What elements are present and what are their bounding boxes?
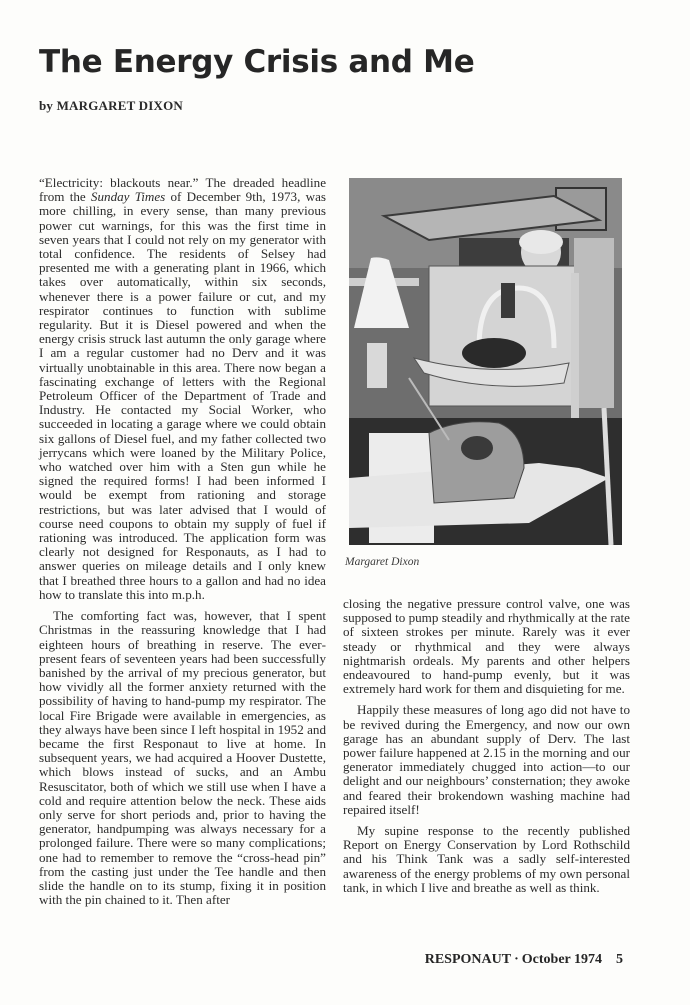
paragraph: “Electricity: blackouts near.” The dreaded headline from the Sunday Times of December 9th, 1973, was more chilling, in every sense, than many previous power cut warnings, for this was the first time in seven years that I could not rely on my generator with total confidence. The residents of Selsey had presented me with a generating plant in 1966, which takes over automatically, within six seconds, whenever there is a power failure or cut, and my respirator continues to function with sublime regularity. But it is Diesel powered and when the energy crisis struck last autumn the only garage where I am a regular customer had no Derv and it was virtually unobtainable in this area. There now began a fascinating exchange of letters with the Regional Petroleum Officer of the Department of Trade and Industry. He contacted my Social Worker, who succeeded in locating a garage where we could obtain six gallons of Diesel fuel, and my father collected two jerrycans which were loaned by the Military Police, who watched over him with a Sten gun while he signed the required forms! I had been informed I would be exempt from rationing and storage restrictions, but was later advised that I would of course need coupons to obtain my supply of fuel if rationing was introduced. The application form was clearly not designed for Responauts, as I had to answer queries on mileage details and I only knew that I breathed three hours to a gallon and had no idea how to translate this into m.p.h. <box>39 175 326 602</box>
article-title: The Energy Crisis and Me <box>39 44 475 80</box>
right-column <box>343 597 630 895</box>
paragraph: closing the negative pressure control valve, one was supposed to pump steadily and rhythmically at the rate of sixteen strokes per minute. Rarely was it ever steady or rhythmical and they were always nightmarish ordeals. My parents and other helpers endeavoured to hand-pump evenly, but it was extremely hard work for them and disquieting for me. <box>343 596 630 697</box>
paragraph: The comforting fact was, however, that I spent Christmas in the reassuring knowledge that I had eighteen hours of breathing in reserve. The everpresent fears of seventeen years had been successfully banished by the arrival of my precious generator, but how vividly all the former anxiety returned with the possibility of having to hand-pump my respirator. The local Fire Brigade were available in emergencies, as they always have been since I left hospital in 1952 and became the first Responaut to live at home. In subsequent years, we had acquired a Hoover Dustette, which blows instead of sucks, and an Ambu Resuscitator, both of which we still use when I have a cold and require attention below the neck. These aids only serve for short periods and, prior to having the generator, handpumping was always necessary for a prolonged failure. There were so many complications; one had to remember to remove the “cross-head pin” from the casting just under the Tee handle and then slide the handle on to its stump, fixing it in position with the pin chained to it. Then after <box>39 608 326 908</box>
article-byline: by MARGARET DIXON <box>39 98 184 113</box>
page-number: 5 <box>616 952 623 967</box>
iron-lung-photo-illustration <box>349 178 622 545</box>
issue-date: October 1974 <box>521 952 602 967</box>
publication-name: RESPONAUT <box>424 952 512 967</box>
paragraph: My supine response to the recently published Report on Energy Conservation by Lord Rothschild and his Think Tank was a sadly self-interested awareness of the energy problems of my own personal tank, in which I live and breathe as well as think. <box>343 823 630 895</box>
photo-iron-lung <box>349 178 622 545</box>
publication-name-italic: Sunday Times <box>90 189 166 205</box>
left-column <box>39 176 326 907</box>
photo-caption: Margaret Dixon <box>345 556 420 568</box>
separator-dot: · <box>514 952 519 967</box>
page-footer <box>425 952 623 968</box>
paragraph: Happily these measures of long ago did not have to be revived during the Emergency, and now our own garage has an abundant supply of Derv. The last power failure happened at 2.15 in the morning and our generator immediately chugged into action—to our delight and our neighbours’ consternation; they awoke and feared their brokendown washing machine had repaired itself! <box>343 702 630 817</box>
